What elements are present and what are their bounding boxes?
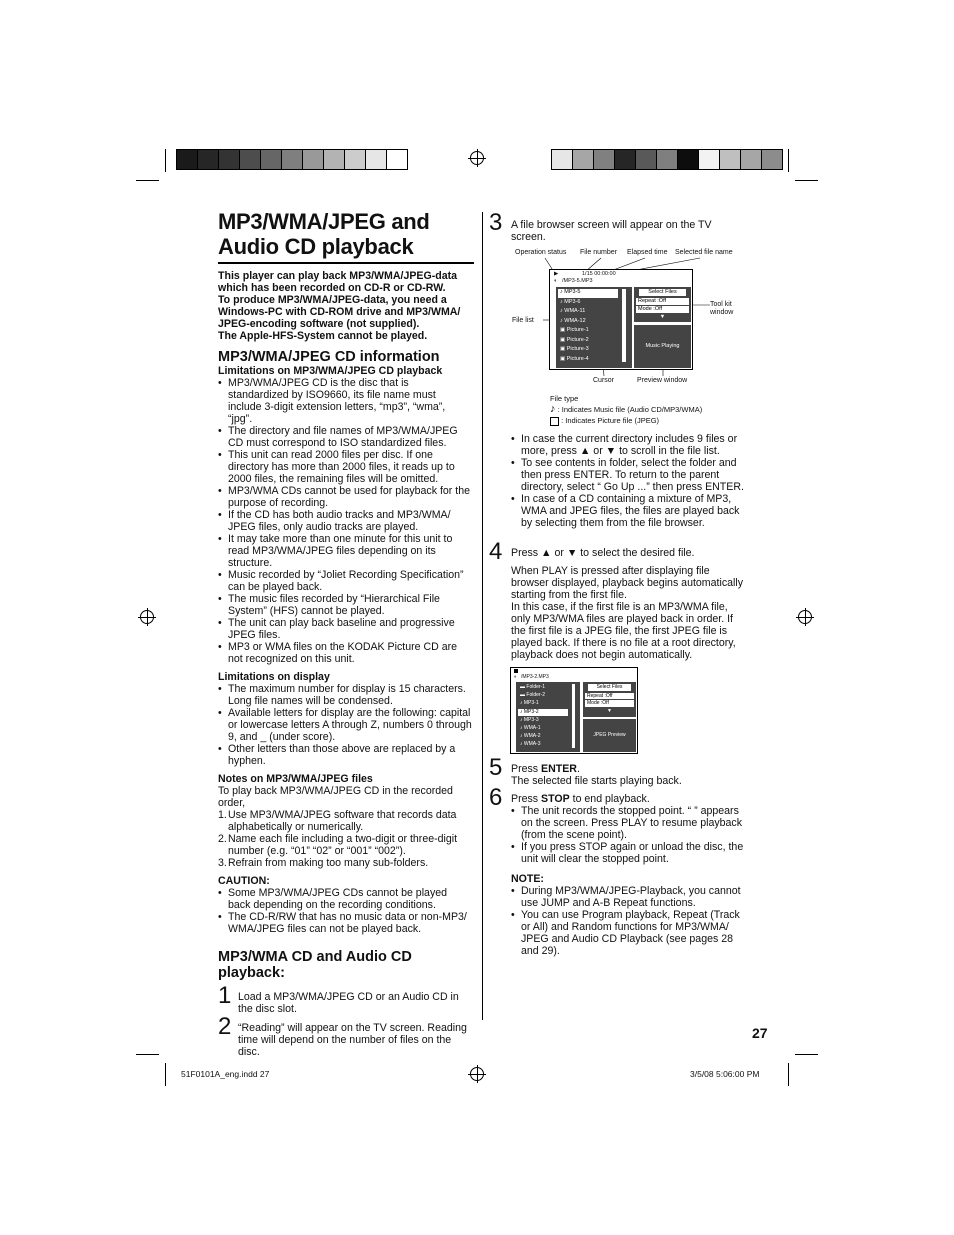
file-name: Picture-4: [566, 355, 589, 362]
list-item: • Available letters for display are the following: capital or lowercase letters A through Z, numbers 0 through 9, and _ (under score).: [218, 707, 472, 743]
list-item: • MP3/WMA/JPEG CD is the disc that is standardized by ISO9660, its file name must include 3-digit extension letters, “mp3”, “wma”, “jpg”.: [218, 377, 472, 425]
toolkit-repeat: Repeat :Off: [636, 298, 689, 305]
tool-kit-window: [634, 287, 691, 322]
list-item: • This unit can read 2000 files per disc. If one directory has more than 2000 files, it reads up to 2000 files, the remaining files will be omitted.: [218, 449, 472, 485]
arrow-down-icon: ▼: [659, 314, 666, 320]
left-column: [218, 209, 478, 1058]
folder-icon: ▬: [520, 692, 527, 699]
item-number: 2.: [218, 833, 227, 845]
text-run: Press: [511, 793, 542, 805]
section-heading: MP3/WMA CD and Audio CD playback:: [218, 949, 412, 981]
picture-icon: ▣: [560, 346, 567, 352]
page-number: 27: [752, 1025, 768, 1041]
playback-limitations-list: [218, 377, 472, 665]
diagram-label: Operation status: [515, 249, 567, 256]
color-swatch: [197, 149, 219, 170]
crop-mark: [165, 1063, 166, 1086]
intro-line: To produce MP3/WMA/JPEG-data, you need a: [218, 294, 447, 306]
color-swatch: [302, 149, 324, 170]
status-line: 1/15 00:00:00: [582, 271, 616, 277]
footer-timestamp: 3/5/08 5:06:00 PM: [690, 1069, 760, 1079]
file-name: Picture-2: [566, 336, 589, 343]
list-item: • The unit records the stopped point. “ ” appears on the screen. Press PLAY to resume playback (from the scene point).: [511, 805, 747, 841]
color-swatch: [698, 149, 720, 170]
legend-text: : Indicates Music file (Audio CD/MP3/WMA): [557, 405, 703, 414]
intro-line: which has been recorded on CD-R or CD-RW.: [218, 282, 446, 294]
list-item: [218, 833, 472, 857]
list-item: • The music files recorded by “Hierarchical File System” (HFS) cannot be played.: [218, 593, 472, 617]
paragraph-line: In this case, if the first file is an MP3/WMA file,: [511, 601, 728, 613]
file-list: [516, 682, 580, 752]
intro-text: [218, 270, 478, 342]
diagram-label: Elapsed time: [627, 249, 668, 256]
step-2: [218, 1013, 478, 1058]
list-item: • Music recorded by “Joliet Recording Specification” can be played back.: [218, 569, 472, 593]
step-number: 3: [489, 209, 503, 236]
list-item: • It may take more than one minute for this unit to read MP3/WMA/JPEG files depending on its structure.: [218, 533, 472, 569]
list-item: • You can use Program playback, Repeat (Track or All) and Random functions for MP3/WMA/ JPEG and Audio CD Playback (see pages 28 and 29).: [511, 909, 747, 957]
crop-mark: [795, 1054, 818, 1055]
section-heading: MP3/WMA/JPEG CD information: [218, 349, 440, 365]
step-number: 4: [489, 538, 503, 565]
footer-file-name: 51F0101A_eng.indd 27: [181, 1069, 270, 1079]
legend-text: : Indicates Picture file (JPEG): [561, 416, 660, 425]
paragraph-line: only MP3/WMA files are played back in order. If: [511, 613, 733, 625]
file-name: Picture-3: [566, 346, 589, 352]
step-subtext: The selected file starts playing back.: [511, 775, 682, 787]
color-swatch: [260, 149, 282, 170]
intro-line: The Apple-HFS-System cannot be played.: [218, 330, 428, 342]
color-swatch: [572, 149, 594, 170]
list-item: • The maximum number for display is 15 characters. Long file names will be condensed.: [218, 683, 472, 707]
list-item: • In case of a CD containing a mixture of MP3, WMA and JPEG files, the files are played back by selecting them from the file browser.: [511, 493, 747, 529]
diagram-label: Preview window: [637, 377, 688, 384]
preview-text: Music Playing: [645, 343, 680, 349]
paragraph-line: playback does not begin automatically.: [511, 649, 693, 661]
text-run: STOP: [541, 793, 570, 805]
bullet-list: [511, 433, 747, 529]
arrow-down-icon: ▼: [607, 707, 612, 714]
paragraph-line: starting from the first file.: [511, 589, 627, 601]
music-note-icon: ♪: [520, 733, 524, 740]
preview-text: JPEG Preview: [593, 732, 626, 739]
item-number: 1.: [218, 809, 227, 821]
file-list-item: [518, 717, 568, 724]
file-name: WMA-11: [564, 308, 586, 314]
music-note-icon: ♪: [520, 700, 524, 707]
subsection-heading: Limitations on MP3/WMA/JPEG CD playback: [218, 365, 443, 377]
picture-icon: [550, 417, 559, 426]
item-text: Use MP3/WMA/JPEG software that records data alphabetically or numerically.: [228, 809, 457, 833]
diagram-label: Tool kit window: [710, 301, 734, 316]
step-text: [511, 763, 741, 775]
color-swatch: [719, 149, 741, 170]
step-text: “Reading” will appear on the TV screen. Reading time will depend on the number of files on the disc.: [238, 1022, 467, 1058]
title-line: MP3/WMA/JPEG and: [218, 209, 430, 234]
color-swatch: [365, 149, 387, 170]
legend-heading: File type: [550, 394, 579, 403]
file-list-item: [558, 346, 618, 355]
diagram-label: File number: [580, 249, 617, 256]
color-swatch: [656, 149, 678, 170]
step-text: Load a MP3/WMA/JPEG CD or an Audio CD in the disc slot.: [238, 991, 459, 1015]
file-name: WMA-2: [523, 733, 541, 740]
scrollbar: [572, 684, 575, 748]
list-item: • If the CD has both audio tracks and MP3/WMA/ JPEG files, only audio tracks are played.: [218, 509, 472, 533]
note-heading: NOTE:: [511, 873, 544, 885]
file-list-item: [518, 733, 568, 740]
picture-icon: ▣: [560, 327, 567, 333]
step-1: [218, 982, 478, 1015]
stop-icon: [514, 669, 518, 673]
file-name: Picture-1: [566, 327, 589, 333]
registration-mark-icon: [470, 1067, 484, 1081]
jpeg-browser-screen: [510, 667, 638, 754]
toolkit-mode: Mode :Off: [636, 306, 689, 313]
folder-icon: ▬: [520, 684, 527, 690]
crop-mark: [136, 1054, 159, 1055]
music-note-icon: ♪: [520, 741, 524, 748]
file-name: MP3-6: [564, 298, 581, 305]
file-name: MP3-5: [564, 289, 581, 295]
diagram-label: File list: [512, 317, 534, 324]
file-browser-screen: [549, 269, 693, 370]
item-text: Refrain from making too many sub-folders.: [228, 857, 429, 869]
paragraph-line: played back. If there is no file at a root directory,: [511, 637, 736, 649]
crop-mark: [165, 149, 166, 172]
text-run: to end playback.: [569, 793, 650, 805]
subsection-heading: Limitations on display: [218, 671, 330, 683]
step-text: [511, 793, 741, 805]
item-number: 3.: [218, 857, 227, 869]
crop-mark: [788, 149, 789, 172]
title-line: Audio CD playback: [218, 234, 414, 259]
intro-line: This player can play back MP3/WMA/JPEG-data: [218, 270, 458, 282]
list-item: • Other letters than those above are replaced by a hyphen.: [218, 743, 472, 767]
step-4-paragraph: [511, 565, 751, 661]
path: /MP3-2.MP3: [521, 674, 549, 680]
file-list-item: [558, 327, 618, 336]
list-item: • The unit can play back baseline and progressive JPEG files.: [218, 617, 472, 641]
path: /MP3-5.MP3: [562, 278, 593, 284]
color-swatch: [344, 149, 366, 170]
list-item: [218, 857, 472, 869]
page-title: [218, 209, 478, 259]
disc-icon: ◐: [514, 674, 518, 680]
file-type-legend: [550, 393, 702, 426]
color-swatch: [740, 149, 762, 170]
list-item: • Some MP3/WMA/JPEG CDs cannot be played back depending on the recording conditions.: [218, 887, 472, 911]
color-swatch: [176, 149, 198, 170]
file-name: MP3-1: [523, 700, 539, 707]
step-6-bullets: [511, 805, 747, 865]
color-swatch: [635, 149, 657, 170]
picture-icon: ▣: [560, 355, 567, 362]
file-list-item: [518, 692, 568, 699]
diagram-label: Cursor: [593, 377, 615, 384]
crop-mark: [795, 180, 818, 181]
file-list-item: [558, 318, 618, 327]
file-list-item: [558, 289, 618, 298]
list-item: • The CD-R/RW that has no music data or non-MP3/ WMA/JPEG files can not be played back.: [218, 911, 472, 935]
file-list-item: [518, 709, 568, 716]
text-run: Press: [511, 763, 542, 775]
play-icon: ▶: [554, 271, 559, 277]
music-note-icon: ♪: [520, 716, 524, 723]
music-note-icon: ♪: [520, 708, 524, 715]
music-note-icon: ♪: [560, 308, 565, 314]
intro-line: JPEG-encoding software (not supplied).: [218, 318, 420, 330]
file-list-item: [558, 337, 618, 346]
file-list-item: [558, 299, 618, 308]
notes-intro: To play back MP3/WMA/JPEG CD in the recorded order,: [218, 785, 453, 809]
intro-line: Windows-PC with CD-ROM drive and MP3/WMA/: [218, 306, 461, 318]
step-3-bullets: [511, 433, 747, 529]
music-note-icon: ♪: [520, 725, 524, 731]
file-list: [556, 287, 632, 368]
disc-icon: ◐: [554, 278, 558, 284]
crop-mark: [788, 1063, 789, 1086]
notes-list: [218, 809, 472, 869]
list-item: • In case the current directory includes 9 files or more, press ▲ or ▼ to scroll in the file list.: [511, 433, 747, 457]
color-swatch: [386, 149, 408, 170]
file-name: MP3-2: [523, 708, 539, 715]
list-item: • During MP3/WMA/JPEG-Playback, you cannot use JUMP and A-B Repeat functions.: [511, 885, 747, 909]
preview-window: [634, 325, 691, 368]
file-list-item: [558, 356, 618, 365]
step-text: Press ▲ or ▼ to select the desired file.: [511, 547, 695, 559]
step-number: 5: [489, 754, 503, 781]
text-run: .: [576, 763, 580, 775]
caution-heading: CAUTION:: [218, 875, 270, 887]
music-note-icon: ♪: [560, 317, 565, 324]
color-swatch: [614, 149, 636, 170]
step-number: 1: [218, 982, 232, 1009]
preview-window: [583, 719, 636, 752]
legend-item-music: [550, 404, 702, 415]
step-text: A file browser screen will appear on the TV screen.: [511, 219, 712, 243]
music-note-icon: ♪: [560, 289, 565, 295]
display-limitations-list: [218, 683, 472, 767]
file-name: WMA-3: [523, 741, 541, 748]
color-swatch: [761, 149, 783, 170]
toolkit-repeat: Repeat :Off: [585, 693, 634, 700]
file-name: MP3-3: [523, 716, 539, 723]
music-note-icon: ♪: [560, 298, 565, 305]
caution-list: [218, 887, 472, 935]
list-item: [218, 809, 472, 833]
color-swatch: [218, 149, 240, 170]
list-item: • If you press STOP again or unload the disc, the unit will clear the stopped point.: [511, 841, 747, 865]
color-swatch: [239, 149, 261, 170]
list-item: • MP3/WMA CDs cannot be used for playback for the purpose of recording.: [218, 485, 472, 509]
note-list: [511, 885, 747, 957]
item-text: Name each file including a two-digit or three-digit number (e.g. “01” “02” or “001” “002”).: [228, 833, 458, 857]
paragraph-line: browser displayed, playback begins automatically: [511, 577, 744, 589]
file-list-item: [518, 700, 568, 707]
paragraph-line: When PLAY is pressed after displaying file: [511, 565, 710, 577]
paragraph-line: the first file is a JPEG file, the first JPEG file is: [511, 625, 728, 637]
bullet-list: [511, 805, 747, 865]
list-item: • The directory and file names of MP3/WMA/JPEG CD must correspond to ISO standardized files.: [218, 425, 472, 449]
step-number: 2: [218, 1013, 232, 1040]
column-divider: [482, 212, 483, 1020]
file-name: Folder-1: [526, 684, 546, 690]
color-swatch: [677, 149, 699, 170]
file-list-item: [518, 741, 568, 748]
color-swatch: [281, 149, 303, 170]
list-item: • To see contents in folder, select the folder and then press ENTER. To return to the parent directory, select “ Go Up ...” then press ENTER.: [511, 457, 747, 493]
color-swatch: [551, 149, 573, 170]
file-list-item: [518, 725, 568, 732]
registration-mark-icon: [470, 151, 484, 165]
toolkit-title: Select Files: [639, 289, 686, 296]
file-list-item: [518, 684, 568, 691]
legend-item-picture: [550, 415, 702, 426]
text-run: ENTER: [541, 763, 577, 775]
registration-mark-icon: [140, 610, 154, 624]
note-section: [511, 873, 747, 957]
diagram-label: Selected file name: [675, 249, 733, 256]
tool-kit-window: [583, 682, 636, 717]
file-name: Folder-2: [526, 692, 546, 699]
toolkit-mode: Mode :Off: [585, 700, 634, 707]
toolkit-title: Select Files: [588, 684, 631, 691]
color-swatch: [323, 149, 345, 170]
color-swatch: [593, 149, 615, 170]
picture-icon: ▣: [560, 336, 567, 343]
step-number: 6: [489, 784, 503, 811]
file-name: WMA-1: [523, 725, 541, 731]
music-note-icon: ♪: [550, 403, 556, 415]
file-list-item: [558, 308, 618, 317]
crop-mark: [136, 180, 159, 181]
list-item: • MP3 or WMA files on the KODAK Picture CD are not recognized on this unit.: [218, 641, 472, 665]
subsection-heading: Notes on MP3/WMA/JPEG files: [218, 773, 373, 785]
registration-mark-icon: [798, 610, 812, 624]
file-name: WMA-12: [564, 317, 586, 324]
title-rule: [218, 262, 474, 264]
scrollbar: [622, 289, 626, 362]
file-browser-diagram: [505, 248, 755, 393]
